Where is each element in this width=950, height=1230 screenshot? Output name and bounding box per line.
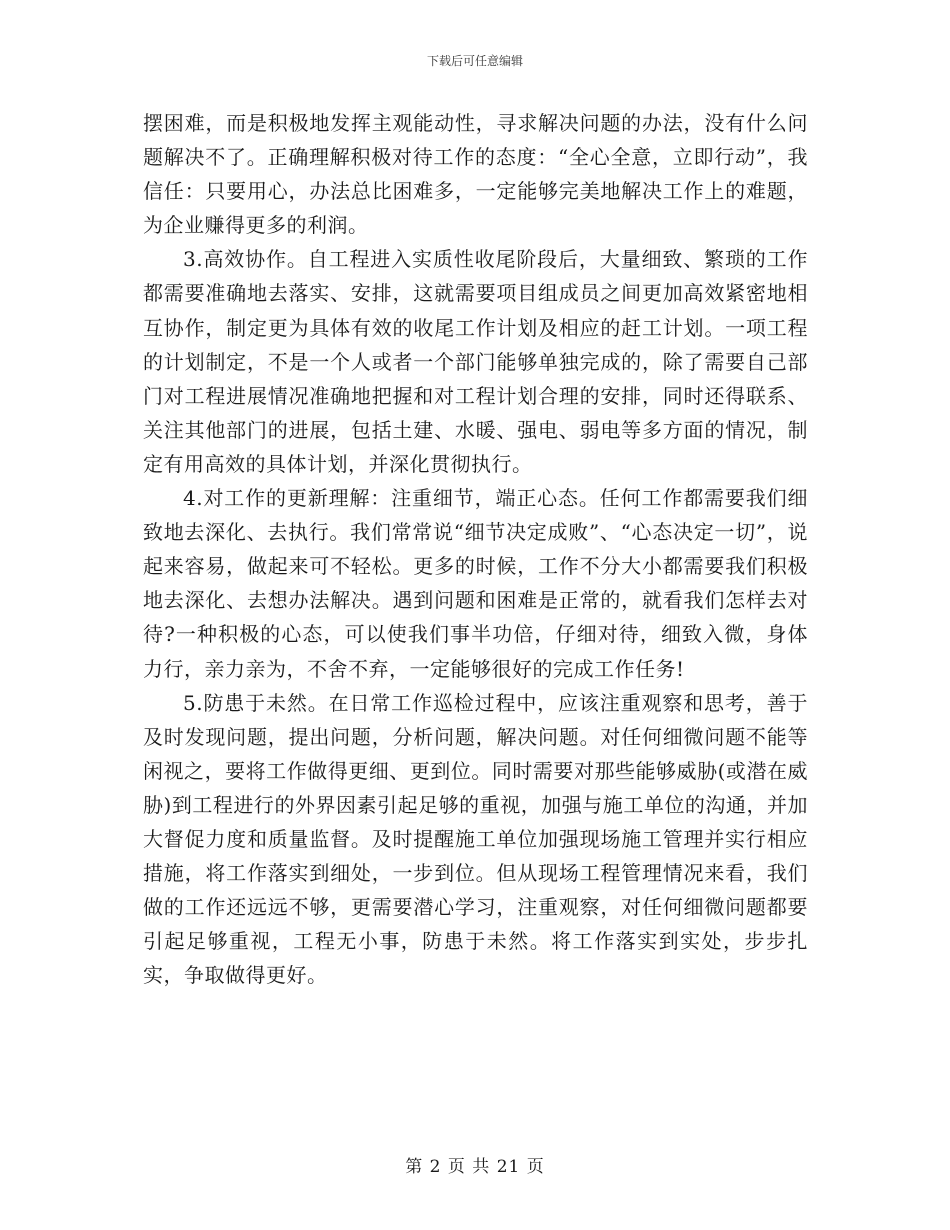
paragraph-prevention: 5.防患于未然。在日常工作巡检过程中，应该注重观察和思考，善于及时发现问题，提出问题，分析问题，解决问题。对任何细微问题不能等闲视之，要将工作做得更细、更到位。同时需要对那些能够威胁(或潜在威胁)到工程进行的外界因素引起足够的重视，加强与施工单位的沟通，并加大督促力度和质量监督。及时提醒施工单位加强现场施工管理并实行相应措施，将工作落实到细处，一步到位。但从现场工程管理情况来看，我们做的工作还远远不够，更需要潜心学习，注重观察，对任何细微问题都要引起足够重视，工程无小事，防患于未然。将工作落实到实处，步步扎实，争取做得更好。: [143, 690, 808, 988]
paragraph-attention-to-detail: 4.对工作的更新理解：注重细节，端正心态。任何工作都需要我们细致地去深化、去执行。我们常常说“细节决定成败”、“心态决定一切”，说起来容易，做起来可不轻松。更多的时候，工作不分大小都需要我们积极地去深化、去想办法解决。遇到问题和困难是正常的，就看我们怎样去对待?一种积极的心态，可以使我们事半功倍，仔细对待，细致入微，身体力行，亲力亲为，不舍不弃，一定能够很好的完成工作任务!: [143, 486, 808, 681]
paragraph-efficient-collaboration: 3.高效协作。自工程进入实质性收尾阶段后，大量细致、繁琐的工作都需要准确地去落实、安排，这就需要项目组成员之间更加高效紧密地相互协作，制定更为具体有效的收尾工作计划及相应的赶工计划。一项工程的计划制定，不是一个人或者一个部门能够单独完成的，除了需要自己部门对工程进展情况准确地把握和对工程计划合理的安排，同时还得联系、关注其他部门的进展，包括土建、水暖、强电、弱电等多方面的情况，制定有用高效的具体计划，并深化贯彻执行。: [143, 247, 808, 476]
paragraph-continuation: 摆困难，而是积极地发挥主观能动性，寻求解决问题的办法，没有什么问题解决不了。正确理解积极对待工作的态度：“全心全意，立即行动”，我信任：只要用心，办法总比困难多，一定能够完美地解决工作上的难题，为企业赚得更多的利润。: [143, 111, 808, 238]
page-header: 下载后可任意编辑: [426, 54, 523, 68]
page-number-footer: 第 2 页 共 21 页: [405, 1157, 545, 1177]
document-body: [143, 106, 808, 992]
